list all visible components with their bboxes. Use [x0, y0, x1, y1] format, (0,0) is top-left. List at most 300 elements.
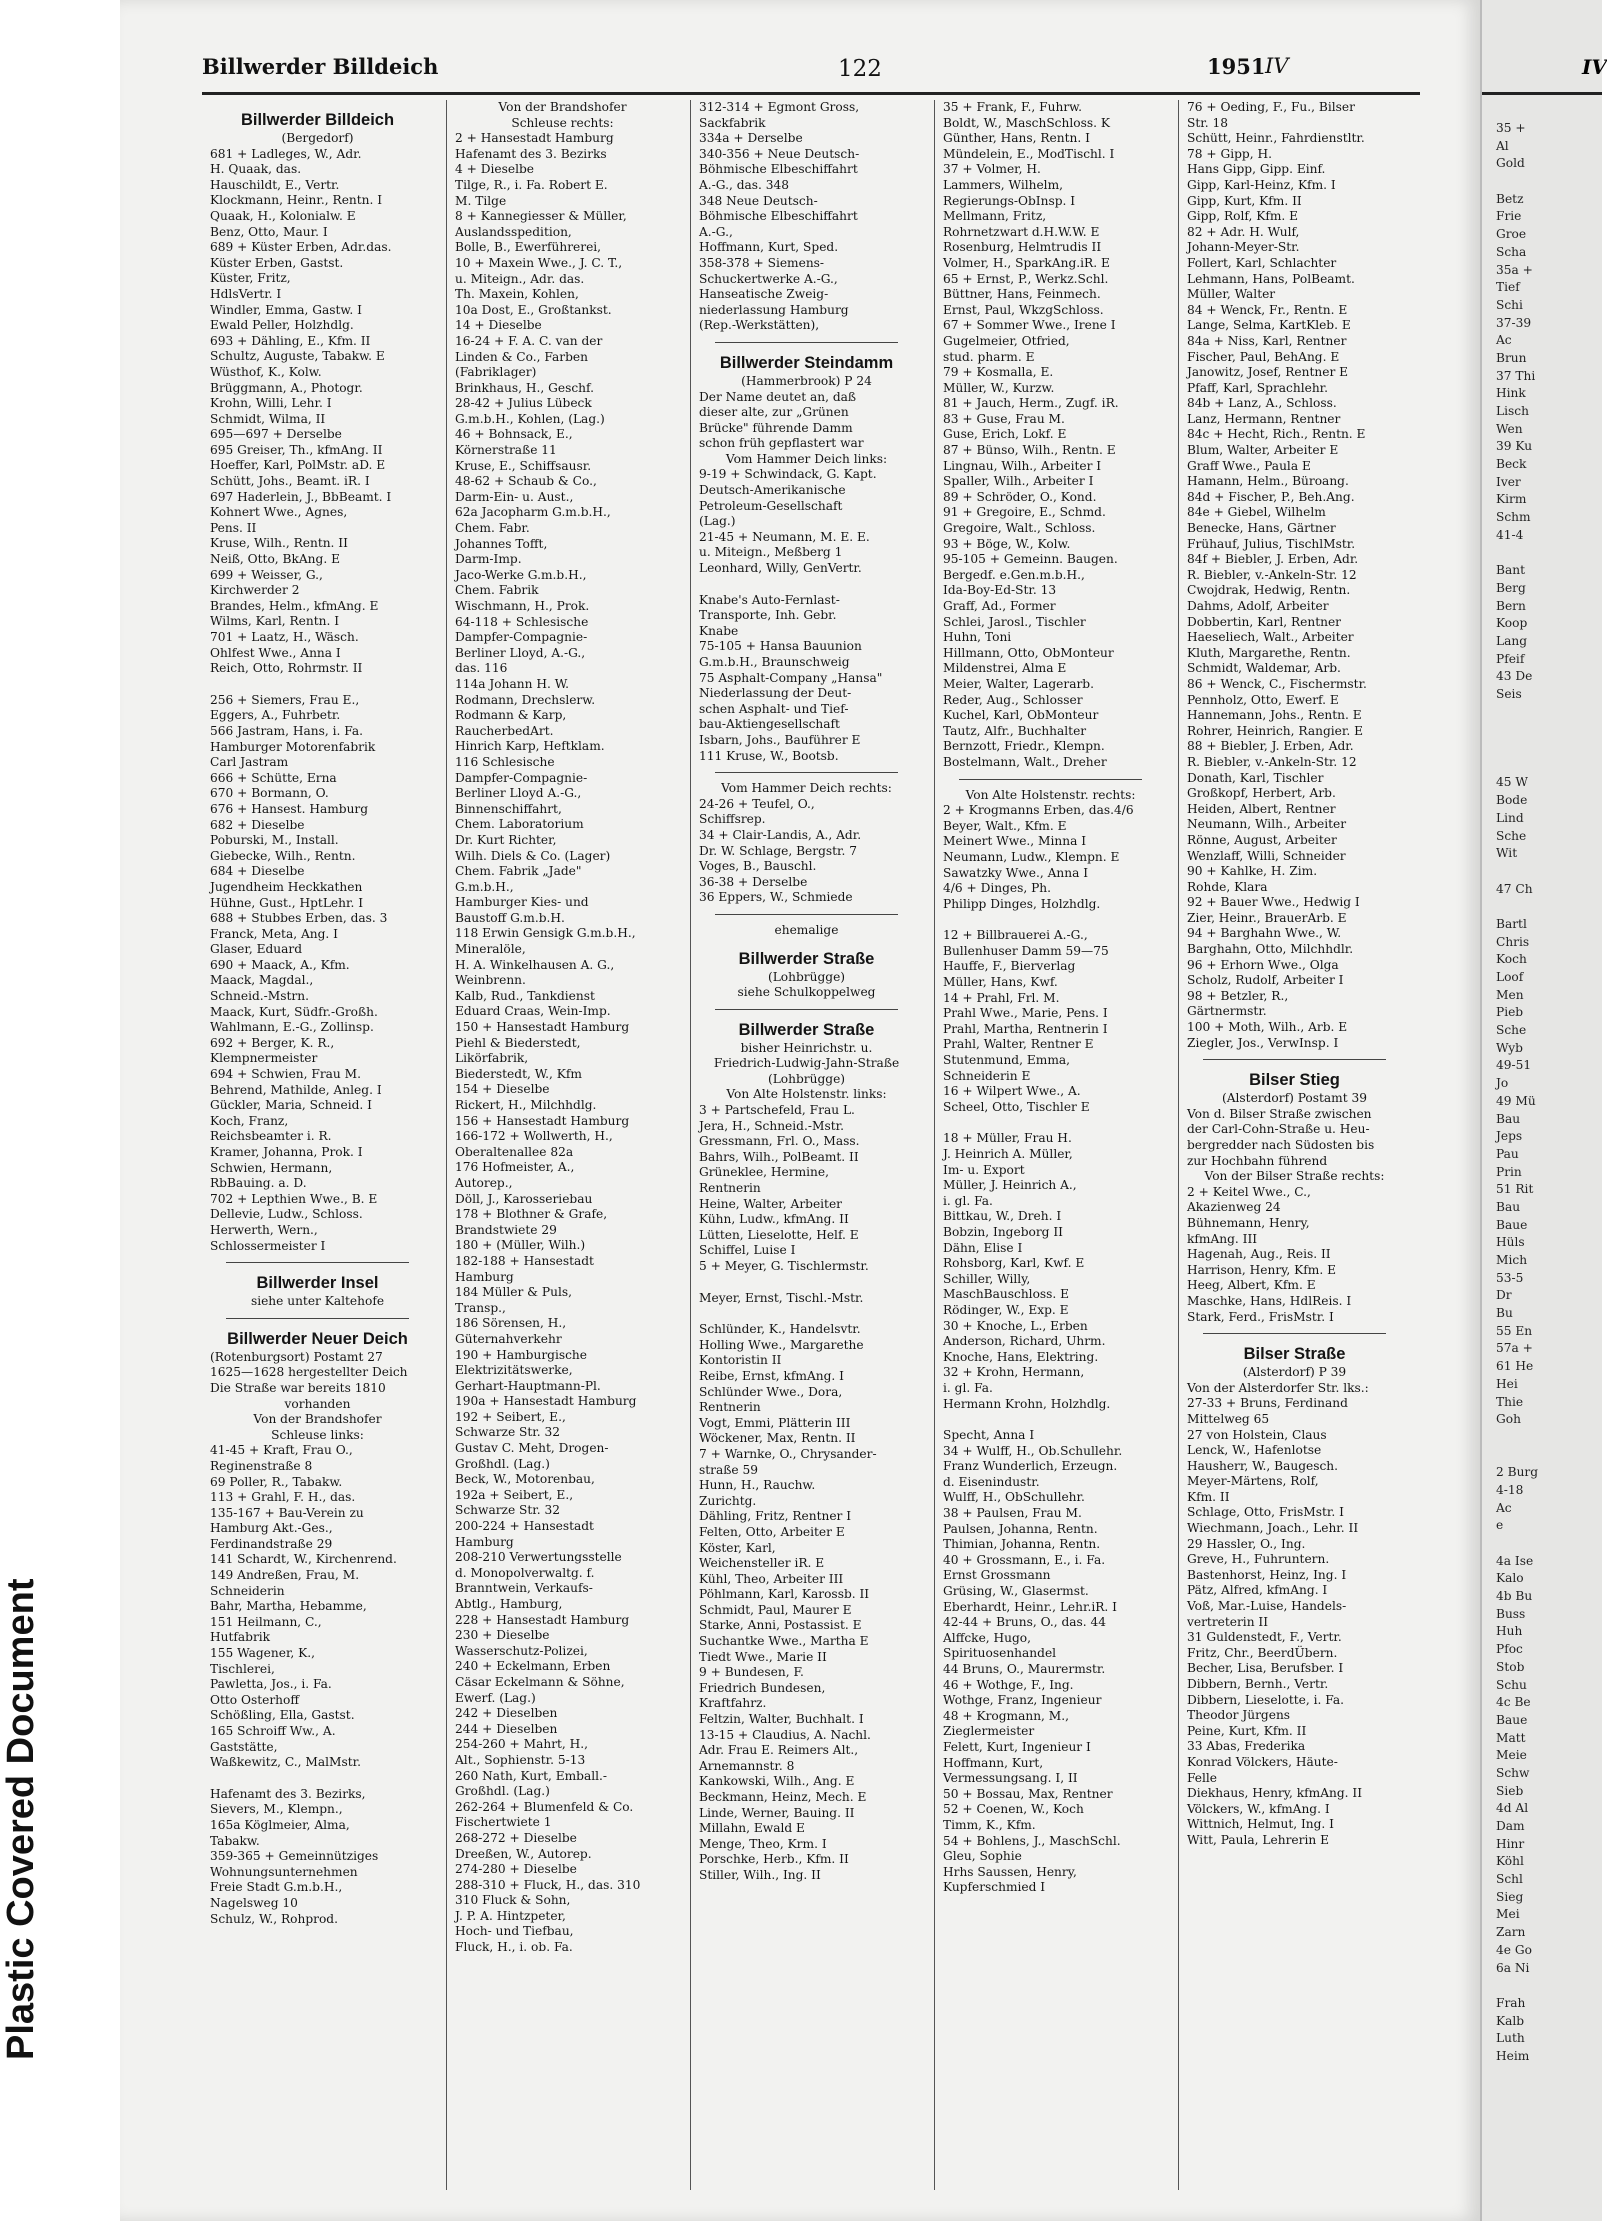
directory-entry: Franck, Meta, Ang. I — [210, 926, 338, 941]
directory-entry: 150 + Hansestadt Hamburg — [455, 1020, 630, 1035]
next-page-entry: Bant — [1496, 563, 1525, 578]
directory-entry: Adr. Frau E. Reimers Alt., — [699, 1743, 859, 1758]
directory-entry: Cäsar Eckelmann & Söhne, — [455, 1674, 625, 1689]
directory-entry: schon früh gepflastert war — [699, 436, 864, 451]
directory-entry: Pfaff, Karl, Sprachlehr. — [1187, 380, 1329, 395]
directory-entry: Tiedt Wwe., Marie II — [699, 1649, 827, 1664]
directory-entry: Chem. Fabrik „Jade" — [455, 864, 582, 879]
directory-entry: 48 + Krogmann, M., — [943, 1708, 1070, 1723]
side-label: Plastic Covered Document — [0, 1578, 42, 2060]
street-subheading: Vom Hammer Deich rechts: — [721, 781, 892, 796]
section-rule — [1203, 1333, 1386, 1334]
directory-entry: 114a Johann H. W. — [455, 676, 569, 691]
directory-entry: J. P. A. Hintzpeter, — [455, 1908, 566, 1923]
next-page-entry: Iver — [1496, 474, 1521, 489]
next-page-entry: Frah — [1496, 1995, 1526, 2010]
directory-entry: Piehl & Biederstedt, — [455, 1035, 581, 1050]
directory-entry: 165a Köglmeier, Alma, — [210, 1817, 350, 1832]
directory-entry: 95-105 + Gemeinn. Baugen. — [943, 552, 1118, 567]
directory-entry: Gugelmeier, Otfried, — [943, 333, 1070, 348]
directory-entry: i. gl. Fa. — [943, 1193, 993, 1208]
next-page-entry: Bartl — [1496, 916, 1527, 931]
directory-entry: Eduard Craas, Wein-Imp. — [455, 1004, 611, 1019]
directory-entry: 38 + Paulsen, Frau M. — [943, 1506, 1082, 1521]
directory-entry: 89 + Schröder, O., Kond. — [943, 489, 1097, 504]
directory-entry: Großhdl. (Lag.) — [455, 1784, 550, 1799]
running-title: Billwerder Billdeich — [202, 54, 439, 79]
section-rule — [1203, 1059, 1386, 1060]
directory-entry: Schlünder, K., Handelsvtr. — [699, 1322, 861, 1337]
directory-entry: Bahrs, Wilh., PolBeamt. II — [699, 1149, 859, 1164]
directory-entry: 192 + Seibert, E., — [455, 1409, 566, 1424]
directory-entry: 21-45 + Neumann, M. E. E. — [699, 529, 870, 544]
directory-entry: Specht, Anna I — [943, 1428, 1035, 1443]
directory-entry: Rodmann, Drechslerw. — [455, 692, 596, 707]
directory-entry: Gipp, Kurt, Kfm. II — [1187, 193, 1302, 208]
directory-entry: Spirituosenhandel — [943, 1646, 1057, 1661]
directory-entry: Schlei, Jarosl., Tischler — [943, 614, 1086, 629]
next-page-entry: Baue — [1496, 1217, 1528, 1232]
directory-entry: Fischertwiete 1 — [455, 1815, 552, 1830]
directory-entry: Porschke, Herb., Kfm. II — [699, 1852, 849, 1867]
spacer — [210, 1771, 425, 1787]
next-page-entry: Pieb — [1496, 1005, 1524, 1020]
directory-entry: Müller, J. Heinrich A., — [943, 1178, 1077, 1193]
directory-entry: 24-26 + Teufel, O., — [699, 796, 815, 811]
column-3 — [690, 100, 918, 2190]
directory-entry: Rohde, Klara — [1187, 879, 1268, 894]
directory-entry: Philipp Dinges, Holzhdlg. — [943, 896, 1101, 911]
directory-entry: Kankowski, Wilh., Ang. E — [699, 1774, 855, 1789]
directory-entry: Fritz, Chr., BeerdÜbern. — [1187, 1645, 1338, 1660]
directory-entry: Autorep., — [455, 1175, 513, 1190]
next-page-entry: Koop — [1496, 616, 1528, 631]
directory-entry: Bahr, Martha, Hebamme, — [210, 1599, 367, 1614]
directory-entry: Ohlfest Wwe., Anna I — [210, 645, 341, 660]
directory-entry: Felle — [1187, 1770, 1218, 1785]
directory-entry: Schuckertwerke A.-G., — [699, 271, 838, 286]
next-page-entry — [1496, 545, 1538, 563]
next-page-entry: Wyb — [1496, 1040, 1523, 1055]
directory-entry: Ida-Boy-Ed-Str. 13 — [943, 583, 1057, 598]
directory-entry: Meier, Walter, Lagerarb. — [943, 676, 1094, 691]
directory-entry: Pens. II — [210, 520, 257, 535]
directory-entry: Hauschildt, E., Vertr. — [210, 177, 340, 192]
directory-entry: Hoffmann, Kurt, Sped. — [699, 240, 839, 255]
directory-entry: Brüggmann, A., Photogr. — [210, 380, 363, 395]
directory-entry: 694 + Schwien, Frau M. — [210, 1067, 362, 1082]
directory-entry: 190 + Hamburgische — [455, 1347, 587, 1362]
directory-entry: 44 Bruns, O., Maurermstr. — [943, 1662, 1106, 1676]
directory-entry: Schwien, Hermann, — [210, 1160, 333, 1175]
street-subheading: Von der Brandshofer — [253, 1412, 382, 1427]
directory-entry: Hagenah, Aug., Reis. II — [1187, 1247, 1331, 1262]
directory-entry: Giebecke, Wilh., Rentn. — [210, 848, 356, 863]
directory-entry: Darm-Imp. — [455, 552, 522, 567]
directory-entry: Konrad Völckers, Häute- — [1187, 1754, 1338, 1769]
directory-entry: Volmer, H., SparkAng.iR. E — [943, 255, 1110, 270]
directory-entry: 566 Jastram, Hans, i. Fa. — [210, 723, 363, 738]
section-rule — [959, 779, 1142, 780]
directory-entry: 697 Haderlein, J., BbBeamt. I — [210, 489, 392, 504]
directory-entry: Haeseliech, Walt., Arbeiter — [1187, 630, 1354, 645]
next-page-entry: Schi — [1496, 297, 1523, 312]
directory-entry: Graff Wwe., Paula E — [1187, 458, 1311, 473]
next-page-entry: 47 Ch — [1496, 881, 1533, 896]
next-page-entry: 43 De — [1496, 669, 1533, 684]
directory-entry: 9 + Bundesen, F. — [699, 1665, 804, 1680]
directory-entry: Maack, Kurt, Südfr.-Großh. — [210, 1004, 378, 1019]
directory-entry: Der Name deutet an, daß — [699, 389, 857, 404]
directory-entry: 2 + Keitel Wwe., C., — [1187, 1184, 1311, 1199]
directory-entry: stud. pharm. E — [943, 349, 1035, 364]
directory-entry: Chem. Fabr. — [455, 521, 530, 536]
directory-entry: Rönne, August, Arbeiter — [1187, 832, 1337, 847]
directory-entry: Schneiderin E — [943, 1068, 1031, 1083]
directory-entry: Harrison, Henry, Kfm. E — [1187, 1262, 1336, 1277]
directory-entry: Fluck, H., i. ob. Fa. — [455, 1940, 573, 1955]
directory-entry: Eggers, A., Fuhrbetr. — [210, 708, 341, 723]
directory-entry: schen Asphalt- und Tief- — [699, 701, 849, 716]
directory-entry: vertreterin II — [1187, 1614, 1269, 1629]
directory-entry: Jaco-Werke G.m.b.H., — [455, 567, 587, 582]
directory-entry: Schmidt, Paul, Maurer E — [699, 1602, 852, 1617]
directory-entry: Mildenstrei, Alma E — [943, 661, 1067, 676]
directory-entry: Kraftfahrz. — [699, 1696, 767, 1711]
directory-entry: 358-378 + Siemens- — [699, 255, 825, 270]
next-page-entry: Sche — [1496, 1023, 1527, 1038]
column-5 — [1178, 100, 1406, 2190]
directory-entry: Grüneklee, Hermine, — [699, 1165, 829, 1180]
next-page-entry: Groe — [1496, 227, 1527, 242]
directory-entry: Reder, Aug., Schlosser — [943, 692, 1083, 707]
directory-entry: Kirchwerder 2 — [210, 583, 300, 598]
directory-entry: Rohrnetzwart d.H.W.W. E — [943, 224, 1100, 239]
next-page-entry: Hei — [1496, 1376, 1518, 1391]
directory-entry: Rodmann & Karp, — [455, 708, 567, 723]
next-page-entry: Kalo — [1496, 1571, 1524, 1586]
directory-entry: Schütt, Heinr., Fahrdienstltr. — [1187, 131, 1365, 146]
directory-entry: 666 + Schütte, Erna — [210, 770, 337, 785]
directory-entry: Stiller, Wilh., Ing. II — [699, 1867, 821, 1882]
directory-entry: Ferdinandstraße 29 — [210, 1536, 333, 1551]
next-page-entry: 4a Ise — [1496, 1553, 1534, 1568]
directory-entry: Carl Jastram — [210, 755, 289, 770]
directory-entry: 54 + Bohlens, J., MaschSchl. — [943, 1833, 1121, 1848]
next-page-entry: Kalb — [1496, 2013, 1525, 2028]
directory-entry: 116 Schlesische — [455, 754, 555, 769]
directory-entry: Rentnerin — [699, 1400, 761, 1415]
next-page-entry — [1496, 704, 1538, 722]
directory-entry: 4 + Dieselbe — [455, 162, 534, 177]
directory-entry: 50 + Bossau, Max, Rentner — [943, 1786, 1113, 1801]
directory-entry: 76 + Oeding, F., Fu., Bilser — [1187, 100, 1355, 114]
next-page-entry: Berg — [1496, 580, 1526, 595]
directory-entry: Behrend, Mathilde, Anleg. I — [210, 1082, 382, 1097]
street-subheading: (Lohbrügge) — [767, 1071, 846, 1086]
next-page-entry: 4c Be — [1496, 1695, 1531, 1710]
directory-entry: Stutenmund, Emma, — [943, 1053, 1071, 1068]
directory-entry: Schiller, Willy, — [943, 1271, 1031, 1286]
next-page-strip — [1480, 0, 1607, 2221]
directory-entry: Müller, W., Kurzw. — [943, 380, 1055, 395]
directory-entry: Zieglermeister — [943, 1724, 1035, 1739]
directory-entry: Beyer, Walt., Kfm. E — [943, 818, 1067, 833]
directory-entry: 149 Andreßen, Frau, M. — [210, 1568, 360, 1583]
directory-entry: Köster, Karl, — [699, 1540, 776, 1555]
spacer — [943, 912, 1158, 928]
directory-entry: Kfm. II — [1187, 1489, 1230, 1504]
directory-entry: Pawletta, Jos., i. Fa. — [210, 1677, 332, 1692]
directory-entry: Graff, Ad., Former — [943, 599, 1056, 613]
directory-entry: Meyer-Märtens, Rolf, — [1187, 1474, 1319, 1489]
spacer — [699, 577, 914, 593]
directory-entry: Suchantke Wwe., Martha E — [699, 1634, 869, 1649]
directory-entry: Darm-Ein- u. Aust., — [455, 489, 574, 504]
directory-entry: Hamburger Motorenfabrik — [210, 739, 376, 754]
directory-entry: Hutfabrik — [210, 1630, 271, 1645]
directory-entry: Alt., Sophienstr. 5-13 — [455, 1752, 586, 1767]
directory-entry: Rickert, H., Milchhdlg. — [455, 1098, 597, 1112]
directory-entry: Hamburg Akt.-Ges., — [210, 1521, 333, 1536]
next-page-entry: Köhl — [1496, 1854, 1524, 1869]
directory-entry: Transp., — [455, 1300, 506, 1315]
directory-entry: A.-G., — [699, 224, 733, 239]
directory-entry: Reich, Otto, Rohrmstr. II — [210, 661, 363, 676]
next-page-entry: Seis — [1496, 687, 1522, 701]
directory-entry: 10a Dost, E., Großtankst. — [455, 302, 612, 317]
directory-entry: Johann-Meyer-Str. — [1187, 240, 1300, 255]
directory-entry: 30 + Knoche, L., Erben — [943, 1318, 1088, 1333]
directory-entry: 192a + Seibert, E., — [455, 1487, 574, 1502]
directory-entry: RbBauing. a. D. — [210, 1176, 307, 1191]
directory-entry: Zier, Heinr., BrauerArb. E — [1187, 910, 1347, 925]
directory-entry: Friedrich Bundesen, — [699, 1680, 826, 1695]
directory-entry: Gregoire, Walt., Schloss. — [943, 521, 1096, 536]
directory-entry: Gaststätte, — [210, 1739, 278, 1754]
directory-entry: Herwerth, Wern., — [210, 1222, 318, 1237]
directory-entry: Heeg, Albert, Kfm. E — [1187, 1278, 1316, 1293]
directory-entry: Gipp, Rolf, Kfm. E — [1187, 209, 1299, 224]
directory-entry: Paulsen, Johanna, Rentn. — [943, 1521, 1098, 1536]
next-page-entry: Pau — [1496, 1146, 1519, 1161]
directory-entry: Hannemann, Johs., Rentn. E — [1187, 708, 1362, 723]
next-page-entry: 6a Ni — [1496, 1960, 1530, 1975]
directory-entry: 9-19 + Schwindack, G. Kapt. — [699, 467, 877, 482]
directory-entry: Dr. Kurt Richter, — [455, 832, 557, 847]
directory-entry: Janowitz, Josef, Rentner E — [1187, 365, 1349, 380]
next-page-entry: Kirm — [1496, 492, 1527, 507]
directory-entry: Vermessungsang. I, II — [943, 1771, 1078, 1786]
directory-entry: Brandes, Helm., kfmAng. E — [210, 598, 379, 613]
directory-entry: Lenck, W., Hafenlotse — [1187, 1443, 1322, 1458]
street-heading: Billwerder Straße — [738, 1020, 875, 1039]
directory-entry: Transporte, Inh. Gebr. — [699, 608, 837, 623]
next-page-entry: 37 Thi — [1496, 368, 1536, 383]
directory-entry: (Lag.) — [699, 514, 736, 529]
directory-entry: Gressmann, Frl. O., Mass. — [699, 1134, 860, 1149]
directory-entry: Hauffe, F., Bierverlag — [943, 959, 1076, 974]
directory-entry: i. gl. Fa. — [943, 1380, 993, 1395]
directory-entry: der Carl-Cohn-Straße u. Heu- — [1187, 1122, 1370, 1137]
directory-entry: Großkopf, Herbert, Arb. — [1187, 786, 1336, 801]
directory-entry: R. Biebler, v.-Ankeln-Str. 12 — [1187, 754, 1357, 769]
directory-entry: Alffcke, Hugo, — [943, 1630, 1032, 1645]
directory-entry: Schmidt, Waldemar, Arb. — [1187, 661, 1341, 676]
directory-entry: Schütt, Johs., Beamt. iR. I — [210, 474, 370, 489]
directory-entry: 91 + Gregoire, E., Schmd. — [943, 505, 1106, 520]
directory-entry: Benecke, Hans, Gärtner — [1187, 521, 1336, 536]
directory-entry: Arnemannstr. 8 — [699, 1758, 795, 1773]
next-page-entry: Ac — [1496, 1500, 1512, 1515]
directory-entry: Hillmann, Otto, ObMonteur — [943, 645, 1114, 660]
directory-entry: 35 + Frank, F., Fuhrw. — [943, 100, 1083, 114]
directory-entry: 690 + Maack, A., Kfm. — [210, 957, 350, 972]
directory-entry: Ewald Peller, Holzhdlg. — [210, 318, 354, 333]
next-page-entry: 37-39 — [1496, 315, 1532, 330]
directory-entry: Krohn, Willi, Lehr. I — [210, 396, 332, 411]
directory-entry: Bullenhuser Damm 59—75 — [943, 943, 1109, 958]
next-page-entry: Jeps — [1496, 1129, 1523, 1144]
directory-entry: Rosenburg, Helmtrudis II — [943, 240, 1102, 255]
next-page-entry: 35 + — [1496, 121, 1526, 135]
directory-entry: 37 + Volmer, H. — [943, 162, 1041, 177]
street-subheading: (Hammerbrook) P 24 — [741, 373, 872, 388]
street-subheading: Schleuse links: — [271, 1427, 364, 1442]
directory-entry: 14 + Prahl, Frl. M. — [943, 990, 1060, 1005]
directory-entry: 94 + Barghahn Wwe., W. — [1187, 926, 1342, 941]
next-page-entry: 49-51 — [1496, 1058, 1532, 1073]
directory-entry: Maack, Magdal., — [210, 973, 314, 988]
directory-entry: 154 + Dieselbe — [455, 1082, 550, 1097]
directory-entry: 689 + Küster Erben, Adr.das. — [210, 240, 392, 255]
next-page-entry: Prin — [1496, 1164, 1522, 1179]
directory-entry: Fischer, Paul, BehAng. E — [1187, 349, 1340, 364]
next-page-entry: Hink — [1496, 386, 1526, 401]
directory-entry: 688 + Stubbes Erben, das. 3 — [210, 911, 388, 926]
next-page-entry: Bau — [1496, 1199, 1521, 1214]
directory-entry: Hoeffer, Karl, PolMstr. aD. E — [210, 458, 386, 473]
volume-number: IV — [1265, 54, 1289, 78]
directory-entry: Rohrer, Heinrich, Rangier. E — [1187, 723, 1363, 738]
directory-entry: 18 + Müller, Frau H. — [943, 1131, 1072, 1146]
next-page-entry: Huh — [1496, 1624, 1523, 1639]
directory-entry: 135-167 + Bau-Verein zu — [210, 1505, 364, 1520]
next-page-entry: Bu — [1496, 1306, 1513, 1321]
directory-entry: Menge, Theo, Krm. I — [699, 1836, 827, 1851]
directory-entry: Güternahverkehr — [455, 1331, 562, 1346]
directory-entry: dieser alte, zur „Grünen — [699, 405, 849, 420]
next-page-entry: Ac — [1496, 333, 1512, 348]
directory-entry: 312-314 + Egmont Gross, — [699, 100, 860, 114]
directory-entry: G.m.b.H., — [455, 879, 514, 894]
directory-entry: 676 + Hansest. Hamburg — [210, 801, 369, 816]
directory-entry: 260 Nath, Kurt, Emball.- — [455, 1768, 608, 1783]
directory-entry: Baustoff G.m.b.H. — [455, 910, 565, 925]
directory-entry: Klempnermeister — [210, 1051, 318, 1066]
next-page-entry: Stob — [1496, 1659, 1525, 1674]
next-page-entry: Bern — [1496, 598, 1526, 613]
directory-entry: Hoffmann, Kurt, — [943, 1755, 1044, 1770]
directory-entry: Vogt, Emmi, Plätterin III — [699, 1415, 851, 1430]
next-page-entry: 4b Bu — [1496, 1589, 1533, 1604]
next-page-entry: Pfoc — [1496, 1642, 1523, 1657]
directory-entry: 82 + Adr. H. Wulf, — [1187, 224, 1300, 239]
next-page-entry: 45 W — [1496, 775, 1528, 790]
directory-entry: Schiffsrep. — [699, 812, 766, 827]
next-page-entry: Schu — [1496, 1677, 1527, 1692]
directory-entry: u. Miteign., Meßberg 1 — [699, 545, 843, 560]
directory-entry: Biederstedt, W., Kfm — [455, 1066, 582, 1081]
directory-entry: HdlsVertr. I — [210, 286, 282, 301]
directory-entry: Scholz, Rudolf, Arbeiter I — [1187, 973, 1344, 988]
page-number: 122 — [838, 56, 882, 82]
directory-entry: Chem. Laboratorium — [455, 817, 584, 832]
section-rule — [715, 772, 898, 773]
directory-entry: straße 59 — [699, 1462, 758, 1477]
directory-entry: Thimian, Johanna, Rentn. — [943, 1537, 1101, 1552]
directory-entry: Millahn, Ewald E — [699, 1821, 805, 1836]
directory-entry: Feltzin, Walter, Buchhalt. I — [699, 1712, 864, 1727]
directory-entry: d. Eisenindustr. — [943, 1474, 1040, 1489]
next-page-entry: Lang — [1496, 633, 1528, 648]
street-heading: Billwerder Steindamm — [719, 353, 894, 372]
directory-entry: 34 + Clair-Landis, A., Adr. — [699, 827, 862, 842]
directory-entry: Linden & Co., Farben — [455, 349, 588, 364]
next-page-entry: Luth — [1496, 2031, 1525, 2046]
directory-entry: Hoch- und Tiefbau, — [455, 1924, 574, 1939]
directory-entry: Ernst, Paul, WkzgSchloss. — [943, 302, 1104, 317]
directory-entry: 242 + Dieselben — [455, 1706, 558, 1721]
next-page-entry: Jo — [1496, 1076, 1509, 1091]
directory-entry: Bobzin, Ingeborg II — [943, 1224, 1063, 1239]
next-page-entry: Sche — [1496, 828, 1527, 843]
directory-entry: Kupferschmied I — [943, 1880, 1046, 1895]
directory-entry: 78 + Gipp, H. — [1187, 146, 1272, 161]
directory-entry: Niederlassung der Deut- — [699, 686, 852, 701]
next-page-entry: Lind — [1496, 810, 1524, 825]
directory-entry: Döll, J., Karosseriebau — [455, 1191, 593, 1206]
directory-entry: 244 + Dieselben — [455, 1721, 558, 1736]
directory-entry: Kuchel, Karl, ObMonteur — [943, 708, 1099, 723]
directory-entry: Bernzott, Friedr., Klempn. — [943, 739, 1105, 754]
directory-entry: zur Hochbahn führend — [1187, 1153, 1328, 1168]
directory-entry: Prahl, Walter, Rentner E — [943, 1037, 1094, 1052]
directory-entry: 52 + Coenen, W., Koch — [943, 1802, 1084, 1817]
directory-entry: Beck, W., Motorenbau, — [455, 1472, 595, 1487]
directory-entry: Müller, Walter — [1187, 287, 1276, 302]
directory-entry: Deutsch-Amerikanische — [699, 483, 846, 498]
directory-entry: Mineralöle, — [455, 942, 526, 957]
directory-entry: Isbarn, Johs., Bauführer E — [699, 732, 861, 747]
directory-entry: Kontoristin II — [699, 1353, 782, 1368]
directory-entry: Wöckener, Max, Rentn. II — [699, 1431, 856, 1446]
directory-entry: 87 + Bünso, Wilh., Rentn. E — [943, 443, 1116, 458]
directory-entry: 65 + Ernst, P., Werkz.Schl. — [943, 271, 1109, 286]
directory-entry: 274-280 + Dieselbe — [455, 1862, 577, 1877]
directory-entry: Dahms, Adolf, Arbeiter — [1187, 599, 1329, 613]
directory-entry: Branntwein, Verkaufs- — [455, 1581, 593, 1596]
directory-entry: Kruse, E., Schiffsausr. — [455, 458, 592, 473]
next-page-entry: 4d Al — [1496, 1801, 1529, 1816]
directory-entry: Großhdl. (Lag.) — [455, 1456, 550, 1471]
directory-entry: Müller, Hans, Kwf. — [943, 975, 1058, 990]
next-page-entry — [1496, 898, 1538, 916]
directory-entry: Knabe — [699, 623, 739, 638]
directory-entry: Johannes Tofft, — [455, 536, 548, 551]
next-page-entry: Chris — [1496, 934, 1530, 949]
directory-entry: 5 + Meyer, G. Tischlermstr. — [699, 1259, 869, 1273]
